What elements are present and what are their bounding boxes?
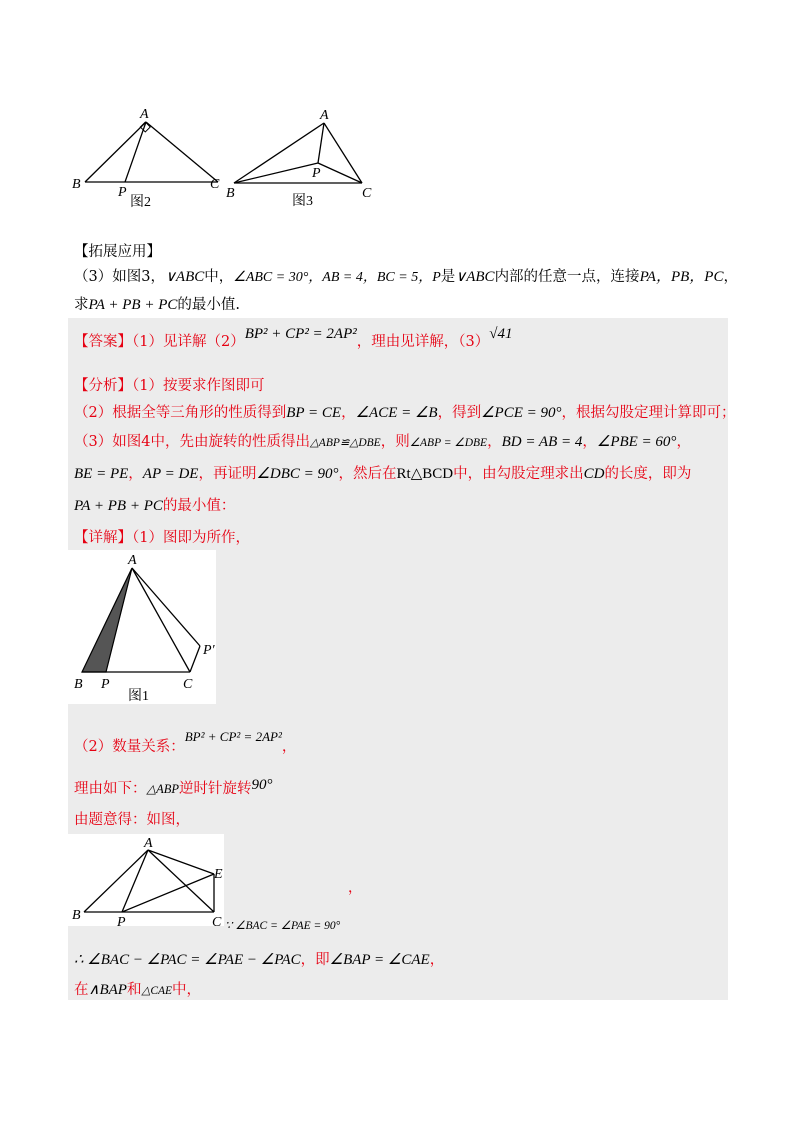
math-expr: △ABP <box>146 782 180 796</box>
fig1-label-p: P <box>101 677 110 692</box>
fig2-label-p: P <box>118 185 127 200</box>
analysis-tag: 【分析】 <box>74 378 132 394</box>
detail-line-1 <box>74 526 250 547</box>
answer-tag: 【答案】 <box>74 334 132 350</box>
math-expr: BP² + CP² = 2AP² <box>244 326 357 342</box>
detail-text: 中， <box>172 982 202 998</box>
analysis-text: ，则 <box>380 434 410 450</box>
fig2-caption: 图2 <box>130 195 151 210</box>
math-expr: ∴ ∠BAC − ∠PAC = ∠PAE − ∠PAC <box>74 952 301 968</box>
problem-text: 中， <box>204 269 234 285</box>
detail-tag: 【详解】 <box>74 530 132 546</box>
figure-2 <box>70 100 230 215</box>
detail-text: ， <box>429 952 445 968</box>
fig4-label-a: A <box>144 836 153 851</box>
fig3-label-p: P <box>312 166 321 181</box>
problem-text: 内部的任意一点，连接 <box>494 269 640 285</box>
math-expr: ∠PCE = 90° <box>481 405 562 421</box>
detail-text: （1）图即为所作， <box>132 530 250 546</box>
detail-text: （2）数量关系： <box>74 739 185 755</box>
fig4-label-c: C <box>212 915 222 926</box>
problem-line-2 <box>74 293 240 314</box>
problem-text: 求 <box>74 297 89 313</box>
problem-text: 的最小值. <box>177 297 240 313</box>
detail-text: 逆时针旋转 <box>179 781 252 797</box>
math-expr: ∠DBC = 90° <box>256 466 339 482</box>
fig1-label-b: B <box>74 677 83 692</box>
math-expr: BD = AB = 4 <box>501 434 583 450</box>
fig1-label-c: C <box>183 677 193 692</box>
detail-line-3 <box>74 777 273 798</box>
math-expr: ∠ACE = ∠B <box>355 405 438 421</box>
detail-text: ，即 <box>300 952 330 968</box>
analysis-text: ， <box>128 466 143 482</box>
analysis-text: ， <box>487 434 502 450</box>
fig3-label-c: C <box>362 186 372 201</box>
math-expr: BE = PE <box>74 466 129 482</box>
answer-text: ，理由见详解，（3） <box>356 334 490 350</box>
fig3-label-a: A <box>320 108 329 123</box>
figure-1 <box>68 550 216 704</box>
math-expr: ∠PBE = 60° <box>596 434 677 450</box>
analysis-text: ，得到 <box>437 405 482 421</box>
analysis-line-5 <box>74 494 235 515</box>
analysis-text: ， <box>582 434 597 450</box>
detail-text: 理由如下： <box>74 781 147 797</box>
section-heading: 【拓展应用】 <box>74 244 161 260</box>
fig2-label-c: C <box>210 177 220 192</box>
fig1-label-a: A <box>128 553 137 568</box>
analysis-text: ，根据勾股定理计算即可； <box>561 405 736 421</box>
detail-line-7 <box>74 978 201 999</box>
fig1-label-pp: P′ <box>203 643 215 658</box>
math-expr: ∠ABP = ∠DBE <box>409 437 488 449</box>
detail-text: 和 <box>126 982 142 998</box>
answer-text: （1）见详解（2） <box>132 334 245 350</box>
problem-text: （3）如图3， <box>74 269 165 285</box>
analysis-text: （2）根据全等三角形的性质得到 <box>74 405 287 421</box>
math-expr: 90° <box>251 777 273 793</box>
analysis-text: 的最小值： <box>162 498 236 514</box>
math-expr: ∠BAP = ∠CAE <box>329 952 430 968</box>
analysis-line-3 <box>74 430 691 451</box>
math-expr: PA + PB + PC <box>88 297 178 313</box>
math-expr: √41 <box>489 326 513 342</box>
analysis-text: 的长度，即为 <box>604 466 692 482</box>
fig1-caption: 图1 <box>128 689 149 704</box>
figure-4 <box>68 834 224 926</box>
analysis-text: 中，由勾股定理求出 <box>453 466 584 482</box>
analysis-text: ， <box>341 405 356 421</box>
detail-fig4-comma: ， <box>348 880 362 896</box>
analysis-text: ， <box>676 434 691 450</box>
math-expr: BP = CE <box>286 405 342 421</box>
math-expr: ∨ABC <box>164 269 205 285</box>
problem-line-1 <box>74 265 738 286</box>
fig2-label-b: B <box>72 177 81 192</box>
detail-text: ， <box>281 739 297 755</box>
analysis-line-2 <box>74 401 736 422</box>
math-expr: Rt△BCD <box>396 466 454 482</box>
math-expr: BP² + CP² = 2AP² <box>184 729 282 744</box>
detail-because-line: ∵ ∠BAC = ∠PAE = 90° <box>225 920 341 932</box>
math-expr: ∧BAP <box>88 982 127 998</box>
fig3-label-b: B <box>226 186 235 201</box>
analysis-text: ，再证明 <box>198 466 257 482</box>
analysis-text: （1）按要求作图即可 <box>132 378 265 394</box>
detail-line-6 <box>74 948 444 969</box>
math-expr: CD <box>583 466 605 482</box>
analysis-line-4 <box>74 462 691 483</box>
math-expr: PA + PB + PC <box>74 498 163 514</box>
math-expr: △ABP≌△DBE <box>309 437 381 449</box>
detail-text: 在 <box>74 982 89 998</box>
math-expr: △CAE <box>141 985 173 997</box>
analysis-text: ，然后在 <box>338 466 397 482</box>
answer-line <box>74 326 513 351</box>
problem-text: ， <box>723 269 738 285</box>
math-expr: ∨ABC <box>455 269 495 285</box>
math-expr: AP = DE <box>142 466 199 482</box>
fig4-label-b: B <box>72 908 81 923</box>
fig4-label-e: E <box>214 867 223 882</box>
fig3-caption: 图3 <box>292 194 313 209</box>
fig2-label-a: A <box>140 107 149 122</box>
figure-3 <box>222 105 382 215</box>
analysis-text: （3）如图4中，先由旋转的性质得出 <box>74 434 310 450</box>
math-expr: PA，PB，PC <box>639 269 724 285</box>
detail-line-2 <box>74 729 297 756</box>
problem-text: 是 <box>440 269 456 285</box>
math-expr: ∠ABC = 30°，AB = 4，BC = 5，P <box>233 270 441 285</box>
analysis-line-1 <box>74 374 264 395</box>
detail-line-4: 由题意得：如图， <box>74 812 190 828</box>
fig4-label-p: P <box>117 915 126 926</box>
